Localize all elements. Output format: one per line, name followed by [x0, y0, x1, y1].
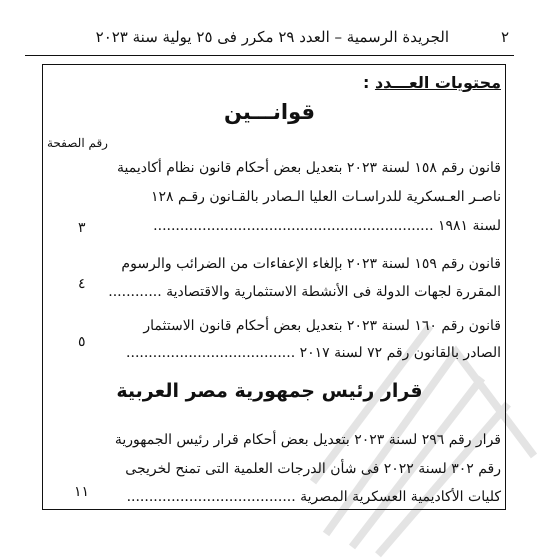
law-160-line-2: الصادر بالقانون رقم ٧٢ لسنة ٢٠١٧ ...................................... [126, 345, 501, 361]
contents-title [363, 73, 501, 92]
decree-296-line-3: كليات الأكاديمية العسكرية المصرية ...................................... [126, 489, 501, 505]
law-160-page: ٥ [78, 334, 86, 350]
law-159-line-2: المقررة لجهات الدولة فى الأنشطة الاستثمارية والاقتصادية ............ [108, 284, 501, 300]
page-column-label: رقم الصفحة [47, 136, 108, 150]
header-title: الجريدة الرسمية – العدد ٢٩ مكرر فى ٢٥ يولية سنة ٢٠٢٣ [95, 28, 449, 46]
laws-section-title: قوانـــين [223, 100, 315, 124]
contents-title-text: محتويات العـــدد [374, 73, 501, 92]
law-158-line-1: قانون رقم ١٥٨ لسنة ٢٠٢٣ بتعديل بعض أحكام قانون نظام أكاديمية [117, 160, 501, 176]
decree-296-line-1: قرار رقم ٢٩٦ لسنة ٢٠٢٣ بتعديل بعض أحكام قرار رئيس الجمهورية [114, 432, 501, 448]
decree-section-title: قرار رئيس جمهورية مصر العربية [116, 380, 423, 402]
law-158-line-3: لسنة ١٩٨١ ............................................................... [153, 218, 501, 234]
decree-296-page: ١١ [74, 484, 90, 500]
law-159-page: ٤ [78, 276, 86, 292]
header-page-number: ٢ [500, 28, 509, 46]
contents-title-colon: : [362, 73, 370, 92]
law-160-line-1: قانون رقم ١٦٠ لسنة ٢٠٢٣ بتعديل بعض أحكام قانون الاستثمار [143, 318, 501, 334]
running-header [30, 28, 509, 54]
law-158-line-2: ناصـر العـسكرية للدراسـات العليا الـصادر بالقـانون رقـم ١٢٨ [151, 189, 501, 205]
law-159-line-1: قانون رقم ١٥٩ لسنة ٢٠٢٣ بإلغاء الإعفاءات من الضرائب والرسوم [121, 256, 501, 272]
header-rule [25, 55, 514, 56]
decree-296-line-2: رقم ٣٠٢ لسنة ٢٠٢٢ فى شأن الدرجات العلمية التى تمنح لخريجى [125, 461, 501, 477]
law-158-page: ٣ [78, 220, 86, 236]
